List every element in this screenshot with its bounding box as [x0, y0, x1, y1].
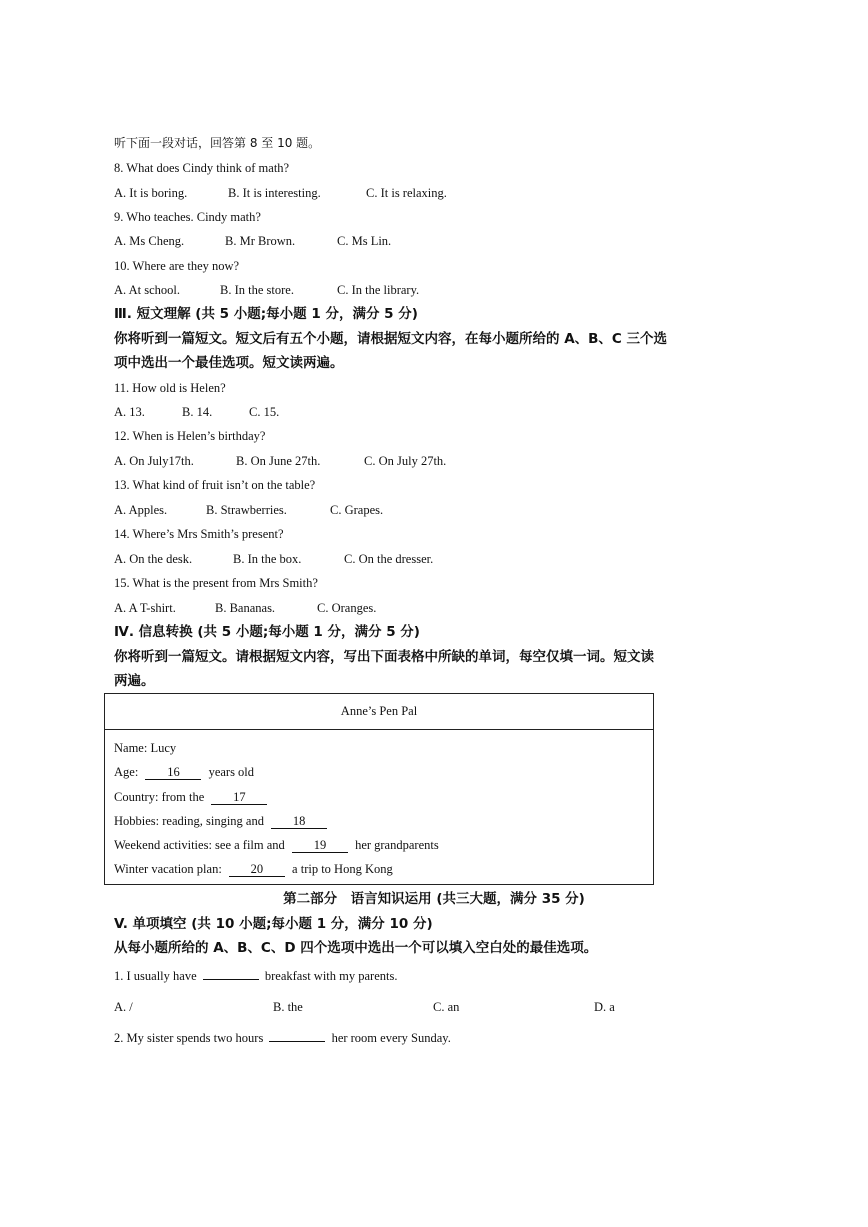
section-4-instruction-1: 你将听到一篇短文。请根据短文内容，写出下面表格中所缺的单词，每空仅填一词。短文读	[114, 649, 654, 665]
option-a: A. On July17th.	[114, 454, 194, 468]
option-b: B. It is interesting.	[228, 186, 321, 200]
option-b: B. the	[273, 1000, 303, 1014]
table-row-winter	[114, 861, 393, 877]
blank-20: 20	[229, 862, 285, 877]
option-b: B. Mr Brown.	[225, 234, 296, 248]
question-11: 11. How old is Helen?	[114, 381, 226, 395]
section-5-instruction: 从每小题所给的 A、B、C、D 四个选项中选出一个可以填入空白处的最佳选项。	[114, 940, 598, 956]
question-13: 13. What kind of fruit isn’t on the table?	[114, 478, 316, 492]
blank-19: 19	[292, 838, 348, 853]
age-label: Age:	[114, 765, 139, 779]
table-row-country	[114, 789, 271, 805]
section-3-instruction-2: 项中选出一个最佳选项。短文读两遍。	[114, 355, 344, 371]
question-text-before: 1. I usually have	[114, 969, 197, 983]
question-15: 15. What is the present from Mrs Smith?	[114, 576, 318, 590]
option-b: B. In the store.	[220, 283, 294, 297]
option-c: C. an	[433, 1000, 460, 1014]
pen-pal-table	[104, 693, 654, 885]
section-3-instruction-1: 你将听到一篇短文。短文后有五个小题，请根据短文内容，在每小题所给的 A、B、C 三个选	[114, 331, 668, 347]
blank-18: 18	[271, 814, 327, 829]
option-a: A. On the desk.	[114, 552, 193, 566]
question-9: 9. Who teaches. Cindy math?	[114, 210, 261, 224]
blank-17: 17	[211, 790, 267, 805]
table-row-age	[114, 764, 254, 780]
option-c: C. Ms Lin.	[337, 234, 392, 248]
option-a: A. /	[114, 1000, 133, 1014]
age-suffix: years old	[208, 765, 255, 779]
option-b: B. Strawberries.	[206, 503, 287, 517]
table-row-hobbies	[114, 813, 331, 829]
option-b: B. On June 27th.	[236, 454, 321, 468]
section-4-instruction-2: 两遍。	[114, 673, 155, 689]
option-b: B. 14.	[182, 405, 213, 419]
part-2-title: 第二部分 语言知识运用 (共三大题，满分 35 分)	[283, 891, 585, 907]
option-a: A. At school.	[114, 283, 180, 297]
option-a: A. 13.	[114, 405, 145, 419]
question-14: 14. Where’s Mrs Smith’s present?	[114, 527, 284, 541]
country-label: Country: from the	[114, 790, 205, 804]
table-row-weekend	[114, 837, 439, 853]
grammar-question-2	[114, 1030, 451, 1046]
answer-blank	[269, 1030, 325, 1042]
dialog-intro: 听下面一段对话，回答第 8 至 10 题。	[114, 136, 321, 150]
hobbies-label: Hobbies: reading, singing and	[114, 814, 264, 828]
question-text-after: her room every Sunday.	[331, 1031, 451, 1045]
table-caption: Anne’s Pen Pal	[105, 694, 653, 730]
question-text-after: breakfast with my parents.	[264, 969, 398, 983]
question-12: 12. When is Helen’s birthday?	[114, 429, 266, 443]
blank-16: 16	[145, 765, 201, 780]
option-a: A. Ms Cheng.	[114, 234, 185, 248]
weekend-label: Weekend activities: see a film and	[114, 838, 285, 852]
section-4-title: Ⅳ. 信息转换 (共 5 小题;每小题 1 分，满分 5 分)	[114, 624, 420, 640]
question-text-before: 2. My sister spends two hours	[114, 1031, 264, 1045]
question-10: 10. Where are they now?	[114, 259, 240, 273]
table-row-name: Name: Lucy	[114, 741, 177, 755]
weekend-suffix: her grandparents	[355, 838, 439, 852]
option-c: C. On the dresser.	[344, 552, 434, 566]
option-c: C. Grapes.	[330, 503, 384, 517]
option-c: C. 15.	[249, 405, 280, 419]
option-a: A. Apples.	[114, 503, 168, 517]
option-b: B. Bananas.	[215, 601, 276, 615]
option-a: A. It is boring.	[114, 186, 188, 200]
grammar-question-1	[114, 968, 397, 984]
option-a: A. A T-shirt.	[114, 601, 176, 615]
winter-suffix: a trip to Hong Kong	[292, 862, 393, 876]
question-8: 8. What does Cindy think of math?	[114, 161, 290, 175]
section-5-title: V. 单项填空 (共 10 小题;每小题 1 分，满分 10 分)	[114, 916, 433, 932]
option-c: C. In the library.	[337, 283, 420, 297]
option-c: C. It is relaxing.	[366, 186, 447, 200]
option-c: C. Oranges.	[317, 601, 377, 615]
option-b: B. In the box.	[233, 552, 302, 566]
option-d: D. a	[594, 1000, 615, 1014]
answer-blank	[203, 968, 259, 980]
option-c: C. On July 27th.	[364, 454, 447, 468]
winter-label: Winter vacation plan:	[114, 862, 222, 876]
section-3-title: Ⅲ. 短文理解 (共 5 小题;每小题 1 分，满分 5 分)	[114, 306, 418, 322]
